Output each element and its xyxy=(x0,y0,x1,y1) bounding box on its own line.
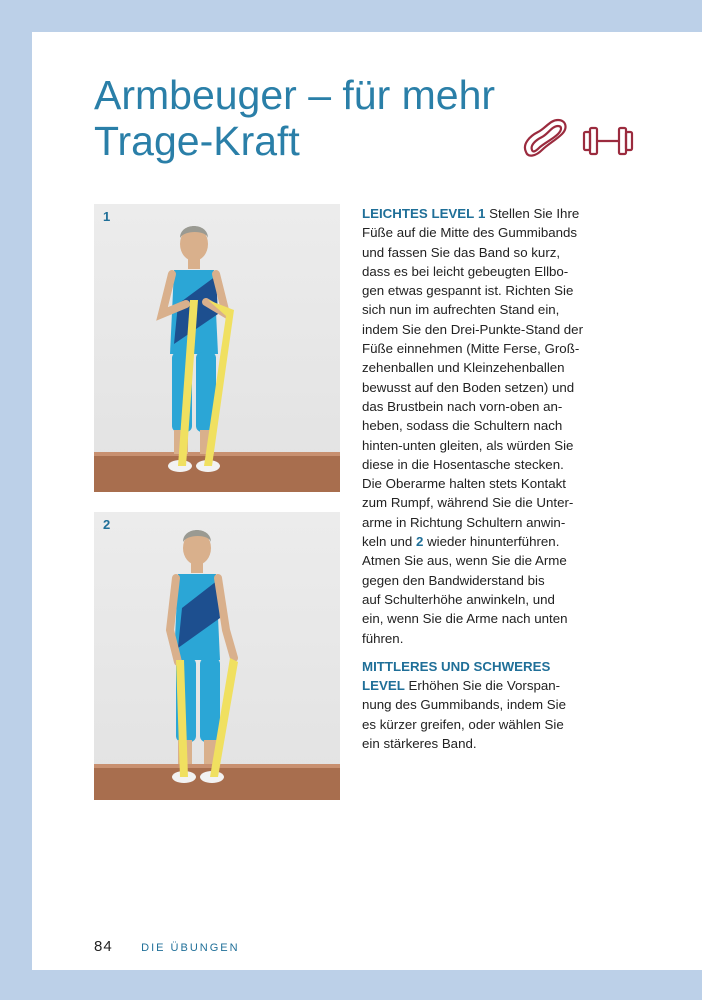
resistance-band-icon xyxy=(525,120,566,156)
text-line xyxy=(362,532,620,551)
step-2-reference: 2 xyxy=(415,534,424,550)
text-line: indem Sie den Drei-Punkte-Stand der xyxy=(362,321,583,337)
text-line: das Brustbein nach vorn-oben an- xyxy=(362,398,563,414)
level-2-heading-cont: LEVEL xyxy=(362,678,405,694)
text-line: nung des Gummibands, indem Sie xyxy=(362,697,566,713)
page-footer xyxy=(94,938,240,956)
exercise-photo-step-1 xyxy=(94,204,340,492)
text-fragment: keln und xyxy=(362,534,416,550)
page-title xyxy=(94,72,495,164)
level-2-heading: MITTLERES UND SCHWERES xyxy=(362,658,551,674)
photo-step-number: 1 xyxy=(103,209,111,224)
instructions-text xyxy=(362,204,620,753)
text-line: zum Rumpf, während Sie die Unter- xyxy=(362,495,574,511)
text-line: Füße einnehmen (Mitte Ferse, Groß- xyxy=(362,341,580,357)
text-line: dass es bei leicht gebeugten Ellbo- xyxy=(362,263,569,279)
text-line: Füße auf die Mitte des Gummibands xyxy=(362,225,578,241)
level-1-paragraph xyxy=(362,204,620,648)
dumbbell-icon xyxy=(584,128,632,154)
text-line: heben, sodass die Schultern nach xyxy=(362,418,563,434)
text-line: diese in die Hosentasche stecken. xyxy=(362,456,564,472)
text-line: auf Schulterhöhe anwinkeln, und xyxy=(362,591,555,607)
text-line xyxy=(362,204,620,223)
text-line: führen. xyxy=(362,630,404,646)
level-2-paragraph xyxy=(362,657,620,753)
text-fragment: Erhöhen Sie die Vorspan- xyxy=(404,678,561,694)
text-line: gen etwas gespannt ist. Richten Sie xyxy=(362,283,574,299)
photo-step-number: 2 xyxy=(103,517,111,532)
book-page xyxy=(32,32,702,970)
text-line: ein stärkeres Band. xyxy=(362,736,477,752)
exercise-photo-step-2 xyxy=(94,512,340,800)
text-line: sich nun im aufrechten Stand ein, xyxy=(362,302,560,318)
text-line: Stellen Sie Ihre xyxy=(485,206,580,221)
title-line-2: Trage-Kraft xyxy=(94,118,300,164)
equipment-icons xyxy=(520,114,636,162)
text-line: Die Oberarme halten stets Kontakt xyxy=(362,476,566,492)
text-line xyxy=(362,676,620,695)
level-1-heading: LEICHTES LEVEL xyxy=(362,206,475,221)
page-number: 84 xyxy=(94,938,113,955)
text-line: Atmen Sie aus, wenn Sie die Arme xyxy=(362,553,567,569)
text-line: und fassen Sie das Band so kurz, xyxy=(362,244,561,260)
text-line: ein, wenn Sie die Arme nach unten xyxy=(362,611,568,627)
text-line: es kürzer greifen, oder wählen Sie xyxy=(362,716,564,732)
text-fragment: wieder hinunterführen. xyxy=(423,534,560,550)
text-line: hinten-unten gleiten, als würden Sie xyxy=(362,437,574,453)
title-line-1: Armbeuger – für mehr xyxy=(94,72,496,118)
text-line: zehenballen und Kleinzehenballen xyxy=(362,360,565,376)
section-title: DIE ÜBUNGEN xyxy=(141,942,240,954)
text-line: arme in Richtung Schultern anwin- xyxy=(362,514,566,530)
step-1-reference: 1 xyxy=(478,206,486,221)
text-line: bewusst auf den Boden setzen) und xyxy=(362,379,575,395)
text-line: gegen den Bandwiderstand bis xyxy=(362,572,545,588)
